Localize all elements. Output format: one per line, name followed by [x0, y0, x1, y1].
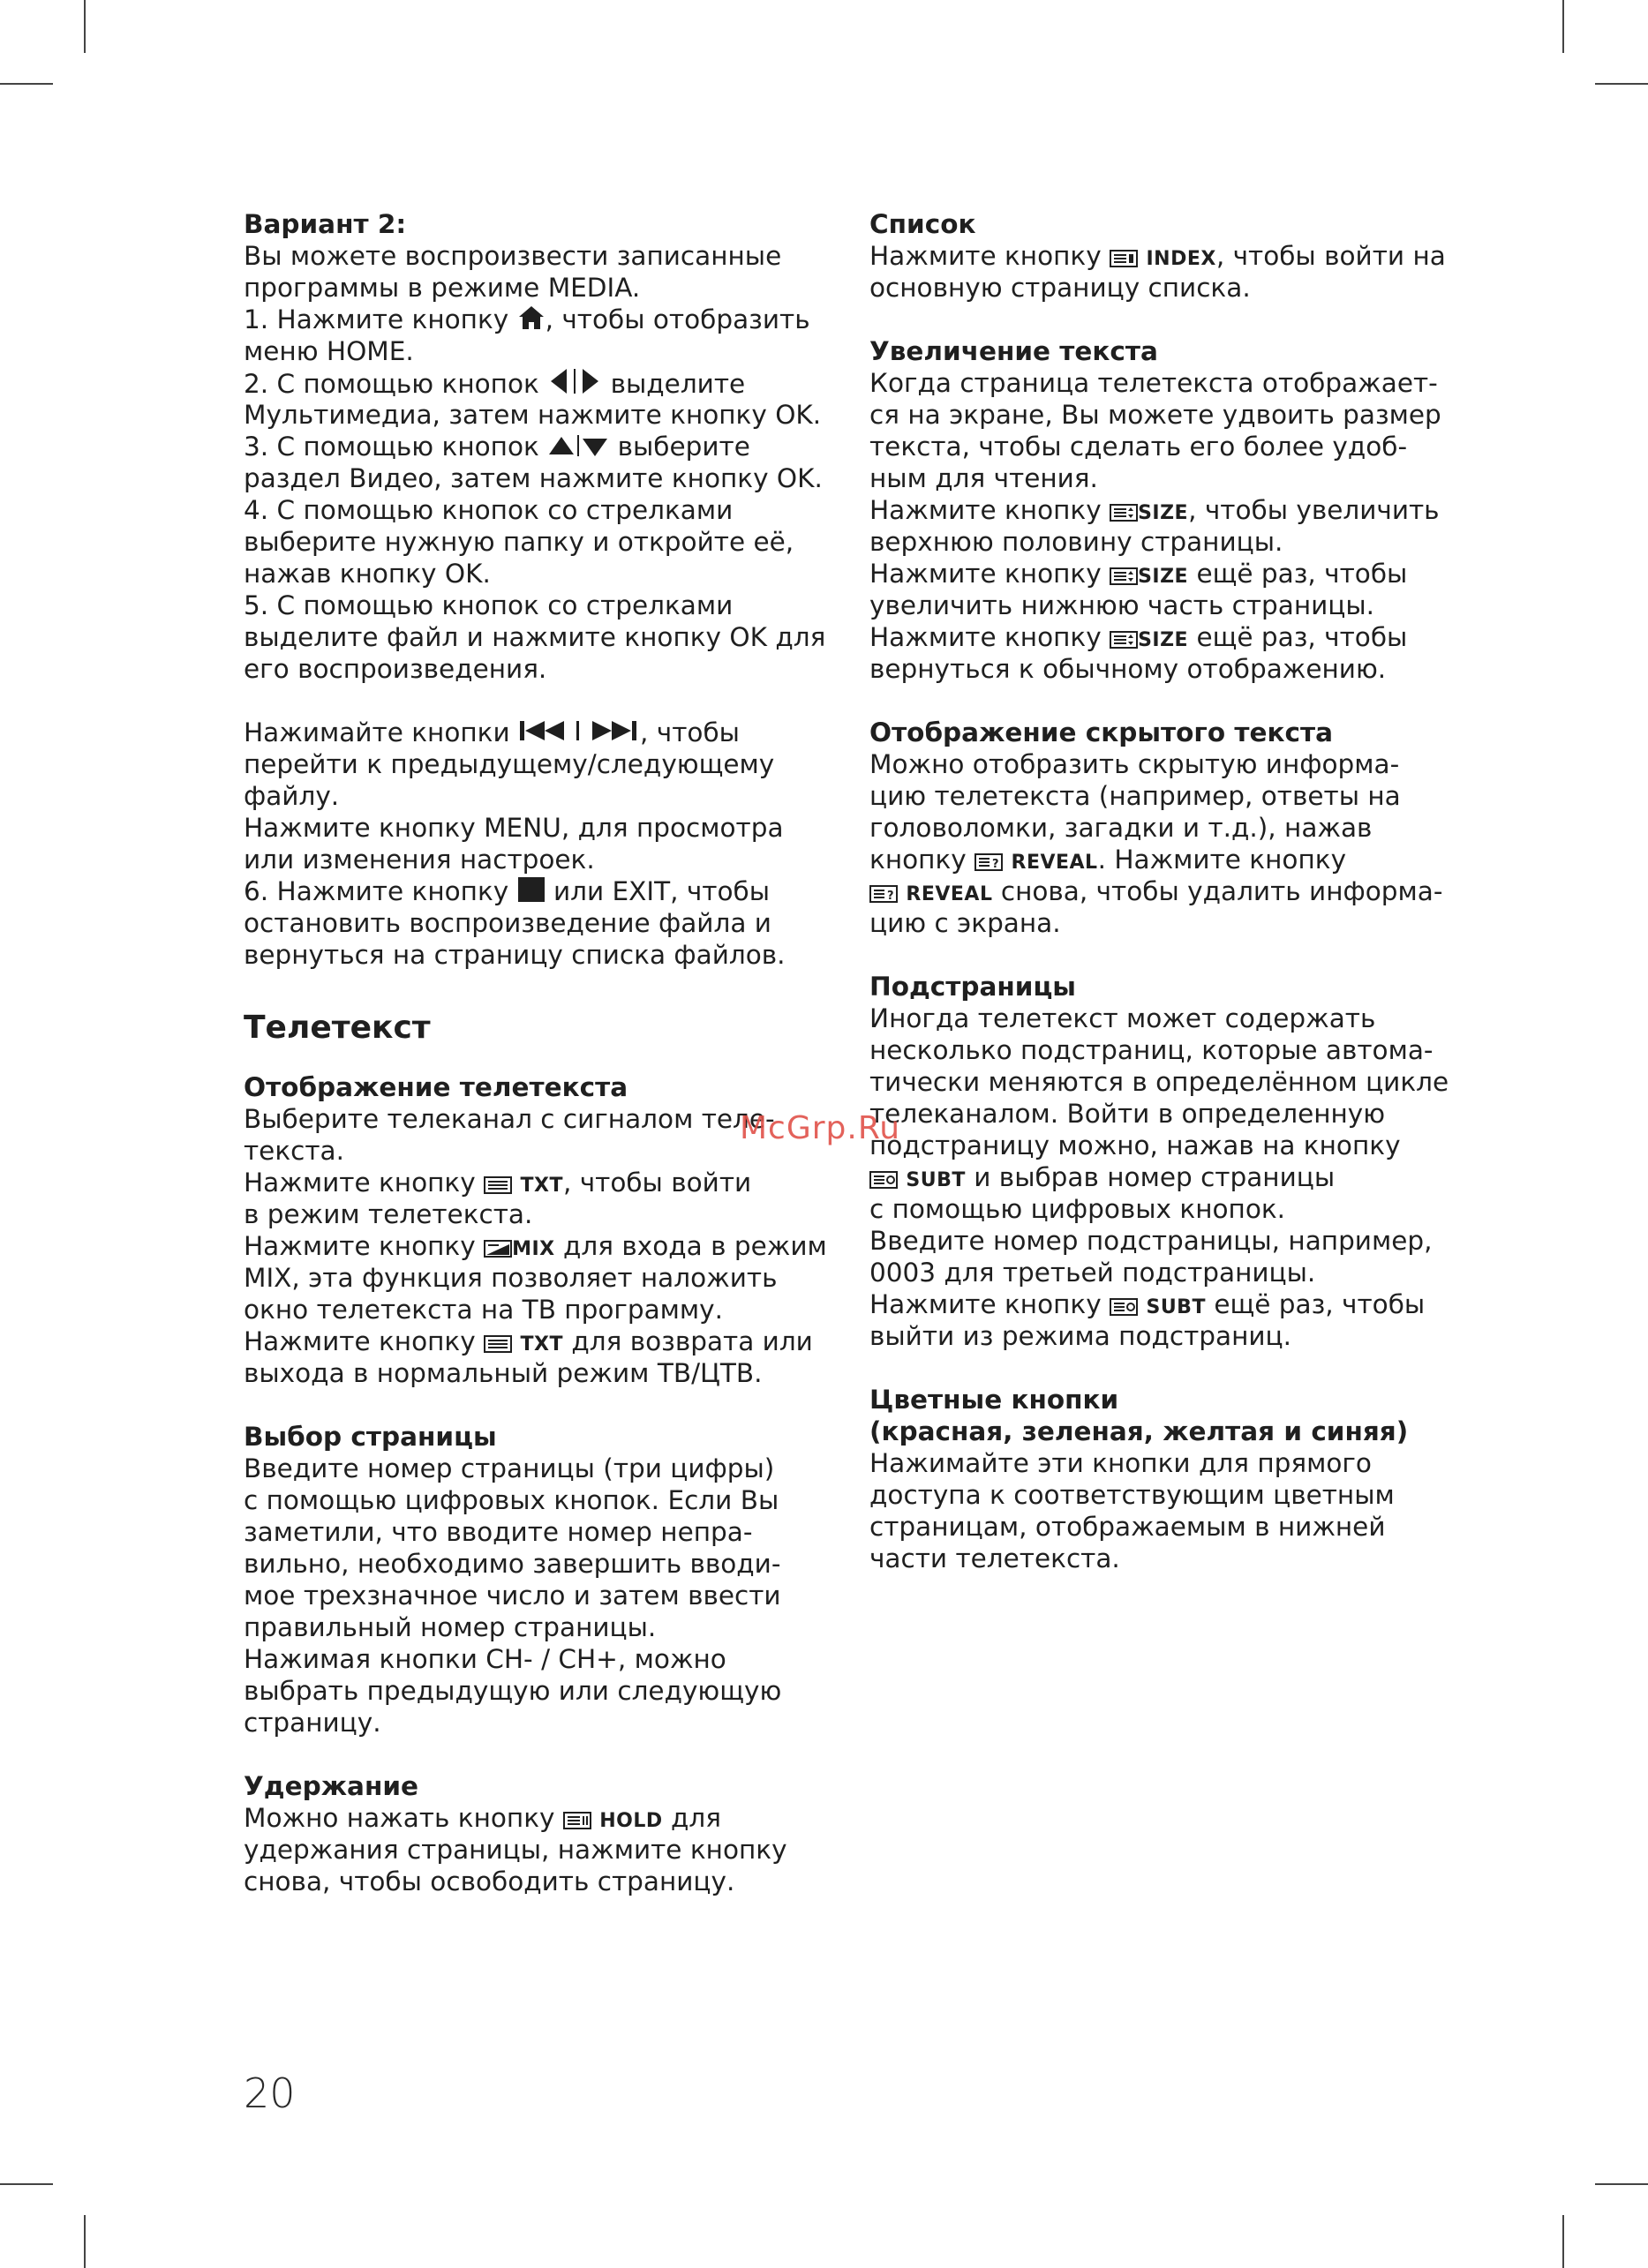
text: Нажмите кнопку	[869, 495, 1110, 525]
text: снова, чтобы удалить информа-	[992, 876, 1443, 906]
mix-icon	[484, 1240, 512, 1258]
left-right-arrows-icon	[547, 367, 602, 395]
text-line: раздел Видео, затем нажмите кнопку OK.	[244, 463, 823, 493]
text: и выбрав номер страницы	[965, 1162, 1336, 1192]
text-line: Нажимайте эти кнопки для прямого	[869, 1448, 1372, 1478]
text-line: мое трехзначное число и затем ввести	[244, 1581, 781, 1611]
reveal-icon	[869, 885, 898, 903]
crop-mark	[0, 2183, 53, 2185]
crop-mark	[1562, 2215, 1564, 2268]
text: ещё раз, чтобы	[1205, 1289, 1426, 1319]
index-icon	[1110, 250, 1138, 267]
text-line: с помощью цифровых кнопок.	[869, 1194, 1286, 1224]
text-line	[244, 1326, 862, 1357]
section-title: Вариант 2:	[244, 209, 407, 239]
home-icon	[517, 304, 546, 331]
text-line: Нажмите кнопку MENU, для просмотра	[244, 813, 784, 843]
text-line: цию телетекста (например, ответы на	[869, 781, 1401, 811]
text: 1. Нажмите кнопку	[244, 304, 517, 334]
page-number: 20	[244, 2069, 296, 2117]
text-line: текста, чтобы сделать его более удоб-	[869, 432, 1408, 462]
text-line: Когда страница телетекста отображает-	[869, 368, 1438, 398]
text: Нажмите кнопку	[244, 1231, 485, 1261]
text-line: части телетекста.	[869, 1543, 1120, 1573]
text: , чтобы увеличить	[1188, 495, 1440, 525]
key-label: SUBT	[1146, 1296, 1206, 1318]
key-label: HOLD	[599, 1810, 663, 1832]
text-line	[869, 1161, 1487, 1193]
text-line: в режим телетекста.	[244, 1199, 533, 1229]
text-line	[244, 1230, 862, 1262]
key-label: SUBT	[906, 1169, 966, 1191]
section-title: (красная, зеленая, желтая и синяя)	[869, 1416, 1409, 1446]
section-title: Подстраницы	[869, 972, 1076, 1002]
text-line	[869, 1288, 1487, 1320]
text-line: Мультимедиа, затем нажмите кнопку OK.	[244, 400, 822, 430]
text-line: выделите файл и нажмите кнопку OK для	[244, 622, 826, 652]
hold-icon	[563, 1812, 591, 1829]
text-line: вильно, необходимо завершить вводи-	[244, 1549, 781, 1579]
text-line: 0003 для третьей подстраницы.	[869, 1258, 1316, 1288]
text-line	[869, 240, 1487, 272]
text: Нажмите кнопку	[869, 1289, 1110, 1319]
text-line: Иногда телетекст может содержать	[869, 1003, 1376, 1033]
text: кнопку	[869, 845, 975, 875]
text-line: выйти из режима подстраниц.	[869, 1321, 1292, 1351]
text-line: Нажимая кнопки CH- / CH+, можно	[244, 1644, 726, 1674]
text-line: доступа к соответствующим цветным	[869, 1480, 1395, 1510]
crop-mark	[84, 0, 86, 53]
text: для возврата или	[562, 1326, 813, 1356]
text-line	[869, 494, 1487, 526]
section-title: Увеличение текста	[869, 336, 1158, 366]
svg-text:?: ?	[887, 890, 894, 903]
text: Нажмите кнопку	[244, 1326, 485, 1356]
text: , чтобы отобразить	[545, 304, 810, 334]
reveal-icon	[975, 853, 1003, 871]
stop-icon	[517, 876, 546, 903]
key-label: REVEAL	[906, 883, 993, 905]
text-line: или изменения настроек.	[244, 845, 595, 875]
key-label: SIZE	[1138, 629, 1189, 651]
key-label: INDEX	[1146, 248, 1216, 270]
text-line: Введите номер страницы (три цифры)	[244, 1453, 775, 1483]
section-title: Удержание	[244, 1771, 419, 1801]
text-line: правильный номер страницы.	[244, 1612, 657, 1642]
text: для входа в режим	[554, 1231, 827, 1261]
text-line: верхнюю половину страницы.	[869, 527, 1283, 557]
text-line: 4. С помощью кнопок со стрелками	[244, 495, 734, 525]
text-line: увеличить нижнюю часть страницы.	[869, 590, 1375, 620]
text: Нажмите кнопку	[244, 1168, 485, 1198]
key-label: REVEAL	[1011, 852, 1098, 874]
text: Нажимайте кнопки	[244, 717, 519, 747]
subtitle-icon	[1110, 1298, 1138, 1316]
prev-next-icon	[518, 717, 640, 744]
text-line: программы в режиме MEDIA.	[244, 273, 641, 303]
crop-mark	[1562, 0, 1564, 53]
text-line	[244, 431, 862, 462]
crop-mark	[1595, 83, 1648, 85]
text: выберите	[609, 432, 750, 462]
text-line: файлу.	[244, 781, 340, 811]
text: 6. Нажмите кнопку	[244, 876, 517, 906]
text-line: текста.	[244, 1136, 345, 1166]
teletext-heading: Телетекст	[244, 1010, 431, 1046]
text-line: удержания страницы, нажмите кнопку	[244, 1835, 787, 1865]
subtitle-icon	[869, 1171, 898, 1189]
section-title: Цветные кнопки	[869, 1385, 1119, 1415]
text-line: MIX, эта функция позволяет наложить	[244, 1263, 778, 1293]
size-icon	[1110, 504, 1138, 522]
text: 2. С помощью кнопок	[244, 369, 548, 399]
text-line: нажав кнопку OK.	[244, 559, 491, 589]
text-line: вернуться к обычному отображению.	[869, 654, 1387, 684]
text-line: выбрать предыдущую или следующую	[244, 1676, 782, 1706]
text-line: перейти к предыдущему/следующему	[244, 749, 775, 779]
text: Нажмите кнопку	[869, 241, 1110, 271]
key-label: TXT	[520, 1333, 563, 1356]
text: , чтобы	[640, 717, 740, 747]
text-line: основную страницу списка.	[869, 273, 1251, 303]
text: . Нажмите кнопку	[1097, 845, 1347, 875]
key-label: TXT	[520, 1175, 563, 1197]
text-line: остановить воспроизведение файла и	[244, 908, 771, 938]
crop-mark	[84, 2215, 86, 2268]
right-column	[869, 208, 1487, 1574]
text-line	[869, 621, 1487, 653]
text-line: тически меняются в определённом цикле	[869, 1067, 1449, 1097]
text-line: несколько подстраниц, которые автома-	[869, 1035, 1434, 1065]
text: , чтобы войти	[562, 1168, 752, 1198]
text: Нажмите кнопку	[869, 622, 1110, 652]
text-line: выхода в нормальный режим ТВ/ЦТВ.	[244, 1358, 763, 1388]
text-line: ным для чтения.	[869, 463, 1098, 493]
key-label: MIX	[512, 1238, 555, 1260]
up-down-arrows-icon	[547, 433, 609, 458]
text-line	[244, 304, 862, 335]
text-line: страницу.	[244, 1708, 381, 1738]
text-line	[869, 875, 1487, 907]
text-line: его воспроизведения.	[244, 654, 547, 684]
teletext-icon	[484, 1176, 512, 1194]
text-line: подстраницу можно, нажав на кнопку	[869, 1130, 1401, 1160]
text-line	[869, 558, 1487, 590]
left-column	[244, 208, 862, 1897]
text-line: 5. С помощью кнопок со стрелками	[244, 590, 734, 620]
text-line: цию с экрана.	[869, 908, 1061, 938]
crop-mark	[1595, 2183, 1648, 2185]
text-line	[244, 1167, 862, 1198]
text-line: заметили, что вводите номер непра-	[244, 1517, 753, 1547]
text: или EXIT, чтобы	[545, 876, 771, 906]
text-line: Вы можете воспроизвести записанные	[244, 241, 782, 271]
text-line	[244, 1802, 862, 1834]
text-line: снова, чтобы освободить страницу.	[244, 1866, 735, 1896]
size-icon	[1110, 631, 1138, 649]
text-line: страницам, отображаемым в нижней	[869, 1512, 1386, 1542]
text: Нажмите кнопку	[869, 559, 1110, 589]
text-line	[869, 844, 1487, 875]
text: Можно нажать кнопку	[244, 1803, 563, 1833]
text-line: головоломки, загадки и т.д.), нажав	[869, 813, 1373, 843]
text-line: телеканалом. Войти в определенную	[869, 1099, 1386, 1129]
text-line	[244, 875, 862, 907]
text-line	[244, 717, 862, 748]
teletext-icon	[484, 1335, 512, 1353]
text: ещё раз, чтобы	[1188, 559, 1408, 589]
section-title: Выбор страницы	[244, 1422, 497, 1452]
text: , чтобы войти на	[1215, 241, 1446, 271]
text-line: вернуться на страницу списка файлов.	[244, 940, 786, 970]
text: для	[662, 1803, 722, 1833]
text: 3. С помощью кнопок	[244, 432, 548, 462]
text-line: окно телетекста на ТВ программу.	[244, 1295, 724, 1325]
text-line: с помощью цифровых кнопок. Если Вы	[244, 1485, 779, 1515]
size-icon	[1110, 567, 1138, 585]
text-line: Можно отобразить скрытую информа-	[869, 749, 1400, 779]
text: ещё раз, чтобы	[1188, 622, 1408, 652]
key-label: SIZE	[1138, 566, 1189, 588]
text-line: Введите номер подстраницы, например,	[869, 1226, 1433, 1256]
crop-mark	[0, 83, 53, 85]
text-line	[244, 367, 862, 399]
svg-text:?: ?	[992, 858, 999, 871]
text: выделите	[602, 369, 746, 399]
text-line: ся на экране, Вы можете удвоить размер	[869, 400, 1441, 430]
text-line: выберите нужную папку и откройте её,	[244, 527, 794, 557]
text-line: меню HOME.	[244, 336, 414, 366]
section-title: Отображение телетекста	[244, 1072, 628, 1102]
text-line: Выберите телеканал с сигналом теле-	[244, 1104, 775, 1134]
section-title: Список	[869, 209, 976, 239]
watermark: McGrp.Ru	[740, 1110, 901, 1146]
section-title: Отображение скрытого текста	[869, 717, 1333, 747]
key-label: SIZE	[1138, 502, 1189, 524]
